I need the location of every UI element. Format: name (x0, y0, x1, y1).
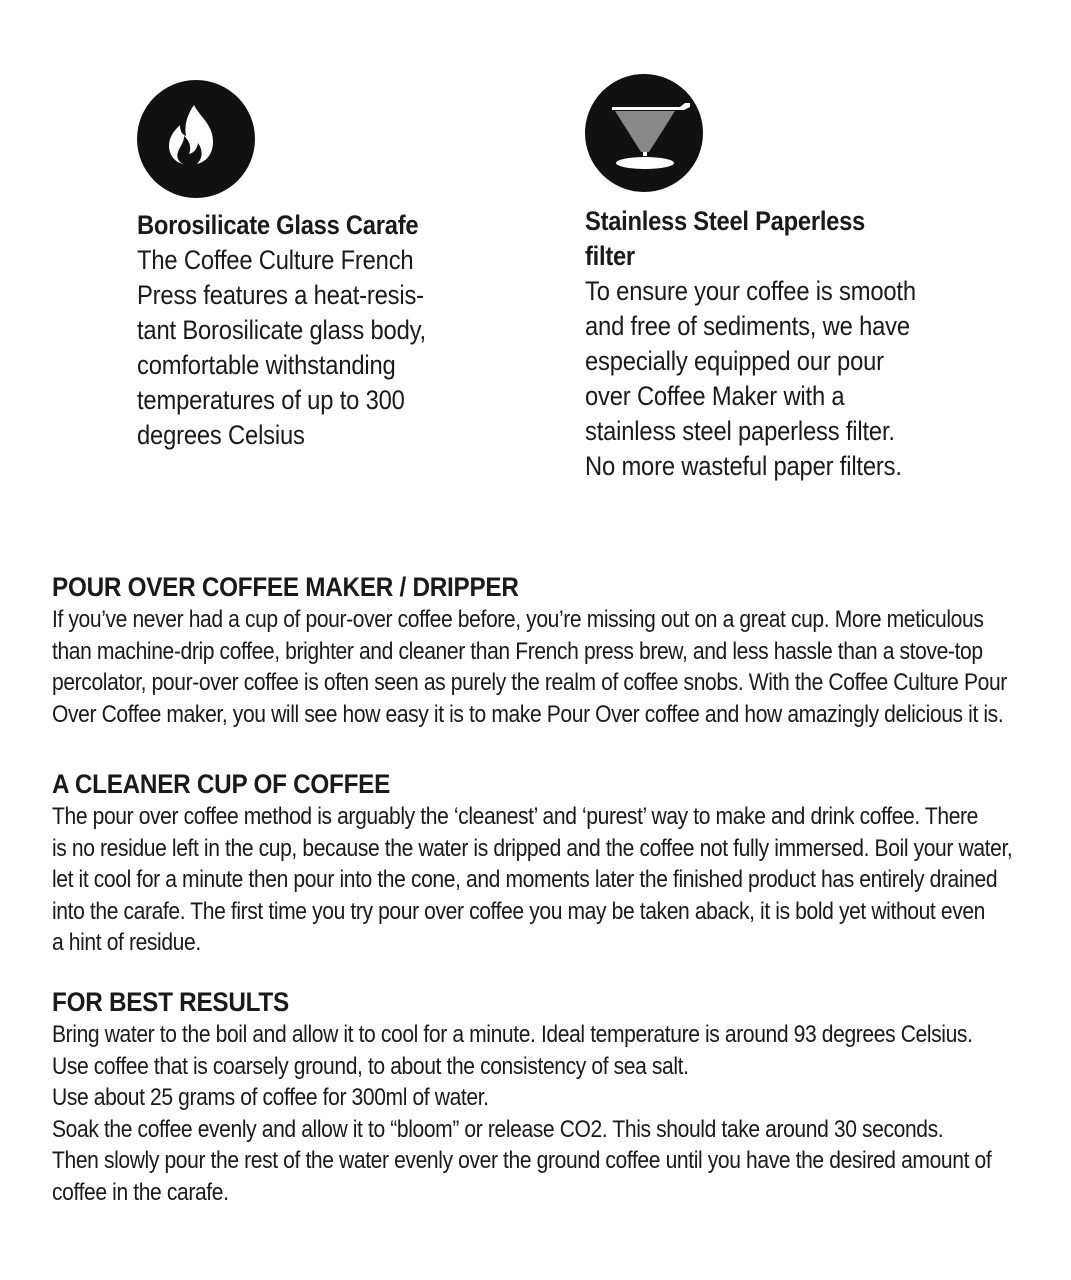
pour-over-filter-icon (585, 74, 703, 192)
section-pour-over (52, 570, 1032, 730)
section-body: If you’ve never had a cup of pour-over coffee before, you’re missing out on a great cup. More meticulous than machine-drip coffee, brighter and cleaner than French press brew, and less hassle than a stove-top percolator, pour-over coffee is often seen as purely the realm of coffee snobs. With the Coffee Culture Pour Over Coffee maker, you will see how easy it is to make Pour Over coffee and how amazingly delicious it is. (52, 606, 1007, 728)
section-body: The pour over coffee method is arguably the ‘cleanest’ and ‘purest’ way to make and drink coffee. There is no residue left in the cup, because the water is dripped and the coffee not fully immersed. Boil your water, let it cool for a minute then pour into the cone, and moments later the finished product has entirely drained into the carafe. The first time you try pour over coffee you may be taken aback, it is bold yet without even a hint of residue. (52, 803, 1013, 956)
section-heading: A CLEANER CUP OF COFFEE (52, 769, 391, 799)
feature-title: Stainless Steel Paperless filter (585, 206, 866, 271)
section-body: Bring water to the boil and allow it to cool for a minute. Ideal temperature is around 93 degrees Celsius. Use coffee that is coarsely ground, to about the consistency of sea salt. Use about 25 grams of coffee for 300ml of water. Soak the coffee evenly and allow it to “bloom” or release CO2. This should take around 30 seconds. Then slowly pour the rest of the water evenly over the ground coffee until you have the desired amount of coffee in the carafe. (52, 1021, 992, 1206)
section-cleaner-cup (52, 767, 1032, 959)
section-heading: POUR OVER COFFEE MAKER / DRIPPER (52, 572, 519, 602)
feature-glass-carafe (137, 80, 497, 453)
feature-description: To ensure your coffee is smooth and free of sediments, we have especially equipped our pour over Coffee Maker with a stainless steel paperless filter. No more wasteful paper filters. (585, 276, 916, 481)
section-heading: FOR BEST RESULTS (52, 987, 289, 1017)
section-best-results (52, 985, 1032, 1208)
flame-icon (137, 80, 255, 198)
feature-title: Borosilicate Glass Carafe (137, 210, 419, 240)
feature-steel-filter (585, 74, 965, 484)
feature-description: The Coffee Culture French Press features a heat-resis- tant Borosilicate glass body, comfortable withstanding temperatures of up to 300 degrees Celsius (137, 245, 426, 450)
